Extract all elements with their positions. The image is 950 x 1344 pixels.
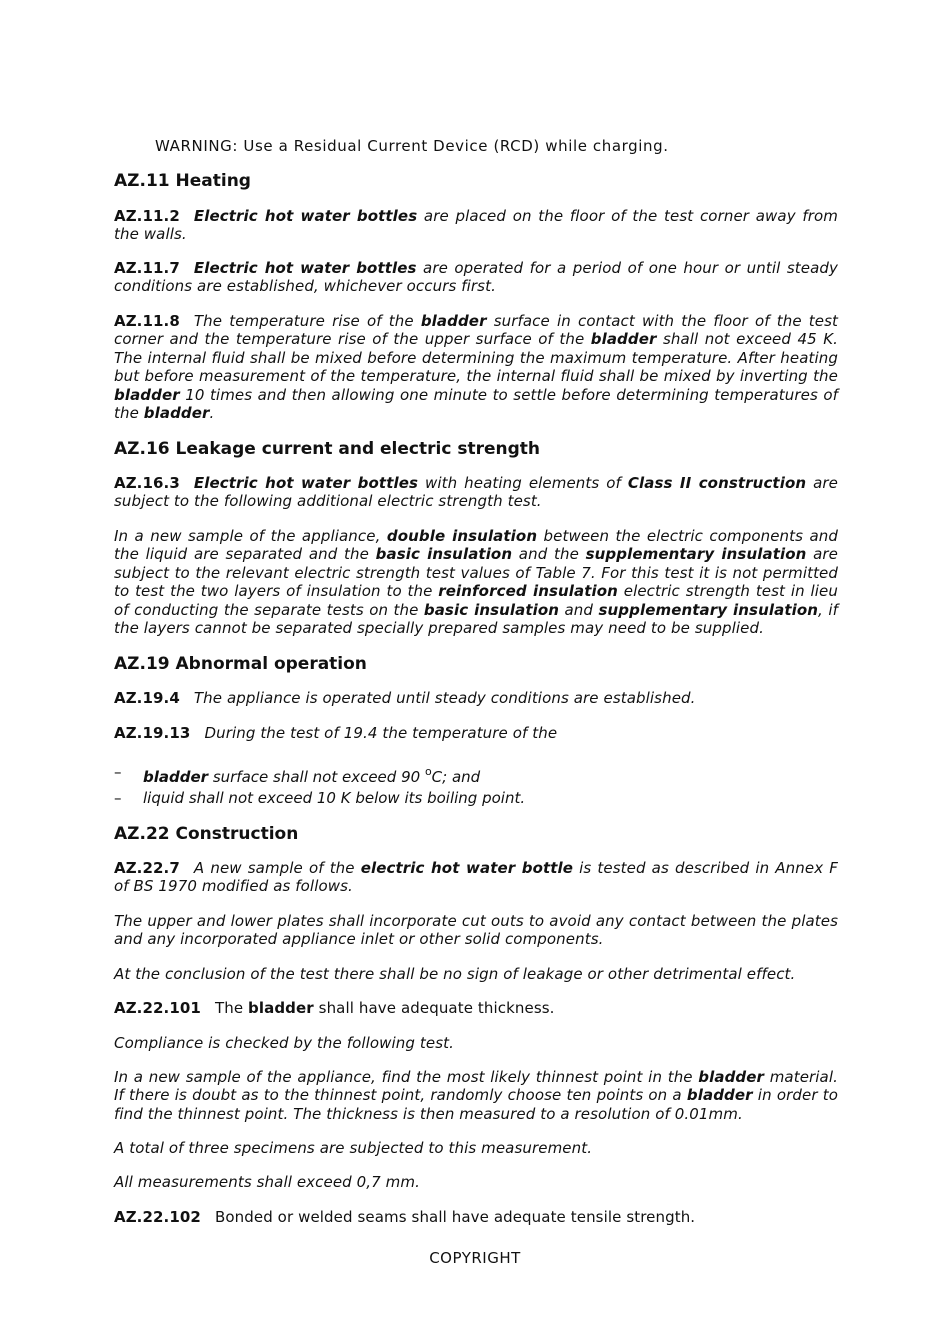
clause-text: surface shall not exceed 90 bbox=[208, 768, 425, 786]
defined-term: bladder bbox=[420, 312, 487, 330]
clause-number: AZ.19.4 bbox=[114, 689, 180, 707]
clause-text: are placed on the floor of the test corner away from the walls. bbox=[114, 207, 839, 244]
defined-term: reinforced insulation bbox=[438, 582, 618, 601]
clause-text: are subject to the following additional electric strength test. bbox=[114, 474, 838, 511]
heading-az22: AZ.22 Construction bbox=[114, 824, 299, 844]
clause-number: AZ.19.13 bbox=[114, 724, 191, 742]
clause-number: AZ.22.101 bbox=[114, 999, 201, 1017]
paragraph-specimens: A total of three specimens are subjected to this measurement. bbox=[114, 1139, 593, 1157]
clause-text: In a new sample of the appliance, bbox=[114, 527, 387, 545]
clause-az-11-8 bbox=[114, 312, 838, 422]
clause-text: . bbox=[209, 404, 215, 423]
clause-text: material. If there is doubt as to the thinnest point, randomly choose ten points on a bbox=[114, 1068, 838, 1105]
defined-term: supplementary insulation bbox=[585, 545, 807, 564]
clause-az-22-101 bbox=[114, 999, 838, 1017]
clause-number: AZ.11.8 bbox=[114, 312, 180, 330]
clause-text: with heating elements of bbox=[418, 474, 628, 492]
defined-term: basic insulation bbox=[375, 545, 513, 564]
clause-az-22-7 bbox=[114, 859, 838, 896]
clause-az-11-7 bbox=[114, 259, 838, 296]
list-item-text: liquid shall not exceed 10 K below its boiling point. bbox=[143, 789, 526, 807]
clause-text: in order to find the thinnest point. The thickness is then measured to a resolution of 0.01mm. bbox=[114, 1086, 839, 1123]
clause-text: are operated for a period of one hour or until steady conditions are established, whichever occurs first. bbox=[114, 259, 838, 296]
clause-text: Bonded or welded seams shall have adequate tensile strength. bbox=[214, 1208, 696, 1226]
clause-text: In a new sample of the appliance, find the most likely thinnest point in the bbox=[114, 1068, 699, 1086]
paragraph-compliance: Compliance is checked by the following test. bbox=[114, 1034, 454, 1052]
clause-number: AZ.22.102 bbox=[114, 1208, 201, 1226]
clause-az-16-3 bbox=[114, 474, 838, 511]
clause-text: are subject to the relevant electric strength test values of Table 7. For this test it is not permitted to test the two layers of insulation to the bbox=[114, 545, 838, 601]
defined-term: bladder bbox=[143, 768, 209, 786]
defined-term: bladder bbox=[590, 330, 657, 349]
clause-number: AZ.11.2 bbox=[114, 207, 180, 225]
clause-text: The bbox=[214, 999, 249, 1017]
defined-term: bladder bbox=[143, 404, 210, 423]
paragraph-double-insulation bbox=[114, 527, 838, 637]
clause-az-19-13 bbox=[114, 724, 838, 742]
warning-text: WARNING: Use a Residual Current Device (RCD) while charging. bbox=[155, 137, 669, 155]
list-dash: – bbox=[114, 763, 122, 781]
defined-term: Class II construction bbox=[627, 474, 807, 492]
defined-term: double insulation bbox=[386, 527, 538, 545]
clause-text: 10 times and then allowing one minute to settle before determining temperatures of the bbox=[114, 385, 838, 423]
footer-copyright: COPYRIGHT bbox=[429, 1249, 521, 1267]
list-dash: – bbox=[114, 789, 122, 807]
defined-term: Electric hot water bottles bbox=[193, 474, 419, 492]
defined-term: supplementary insulation bbox=[598, 600, 819, 619]
list-item-text bbox=[143, 763, 480, 786]
clause-text: and the bbox=[512, 545, 586, 564]
clause-text: C; and bbox=[431, 768, 481, 786]
clause-number: AZ.16.3 bbox=[114, 474, 180, 492]
defined-term: basic insulation bbox=[423, 600, 560, 619]
paragraph-thinnest-point bbox=[114, 1068, 838, 1123]
heading-az16: AZ.16 Leakage current and electric strength bbox=[114, 439, 540, 459]
degree-superscript: o bbox=[424, 765, 432, 778]
clause-text: shall not exceed 45 K. The internal fluid shall be mixed before determining the maximum temperature. After heating but before measurement of the temperature, the internal fluid shall be mixed by inverting the bbox=[114, 330, 839, 386]
clause-text: shall have adequate thickness. bbox=[313, 999, 555, 1017]
clause-text: , if the layers cannot be separated specially prepared samples may need to be supplied. bbox=[114, 600, 838, 638]
clause-text: surface in contact with the floor of the test corner and the temperature rise of the upper surface of the bbox=[114, 312, 838, 349]
clause-az-22-102 bbox=[114, 1208, 838, 1226]
defined-term: Electric hot water bottles bbox=[193, 207, 418, 225]
clause-text: A new sample of the bbox=[193, 859, 361, 877]
paragraph-measurements: All measurements shall exceed 0,7 mm. bbox=[114, 1173, 420, 1191]
heading-az19: AZ.19 Abnormal operation bbox=[114, 654, 367, 674]
clause-az-19-4 bbox=[114, 689, 838, 707]
clause-text: The appliance is operated until steady conditions are established. bbox=[193, 689, 696, 707]
defined-term: bladder bbox=[248, 999, 314, 1017]
clause-text: During the test of 19.4 the temperature of the bbox=[204, 724, 558, 742]
clause-text: between the electric components and the liquid are separated and the bbox=[114, 527, 838, 564]
paragraph-plates: The upper and lower plates shall incorporate cut outs to avoid any contact between the plates and any incorporated appliance inlet or other solid components. bbox=[114, 912, 838, 949]
clause-number: AZ.22.7 bbox=[114, 859, 180, 877]
defined-term: bladder bbox=[698, 1068, 765, 1086]
clause-number: AZ.11.7 bbox=[114, 259, 180, 277]
clause-text: The temperature rise of the bbox=[193, 312, 421, 330]
clause-text: is tested as described in Annex F of BS 1970 modified as follows. bbox=[114, 859, 838, 896]
paragraph-conclusion: At the conclusion of the test there shall be no sign of leakage or other detrimental effect. bbox=[114, 965, 796, 983]
clause-text: and bbox=[559, 600, 599, 619]
defined-term: Electric hot water bottles bbox=[193, 259, 417, 277]
clause-text: electric strength test in lieu of conducting the separate tests on the bbox=[114, 582, 838, 619]
defined-term: electric hot water bottle bbox=[360, 859, 574, 877]
defined-term: bladder bbox=[686, 1086, 753, 1105]
defined-term: bladder bbox=[114, 385, 180, 404]
clause-az-11-2 bbox=[114, 207, 838, 244]
heading-az11: AZ.11 Heating bbox=[114, 171, 251, 191]
